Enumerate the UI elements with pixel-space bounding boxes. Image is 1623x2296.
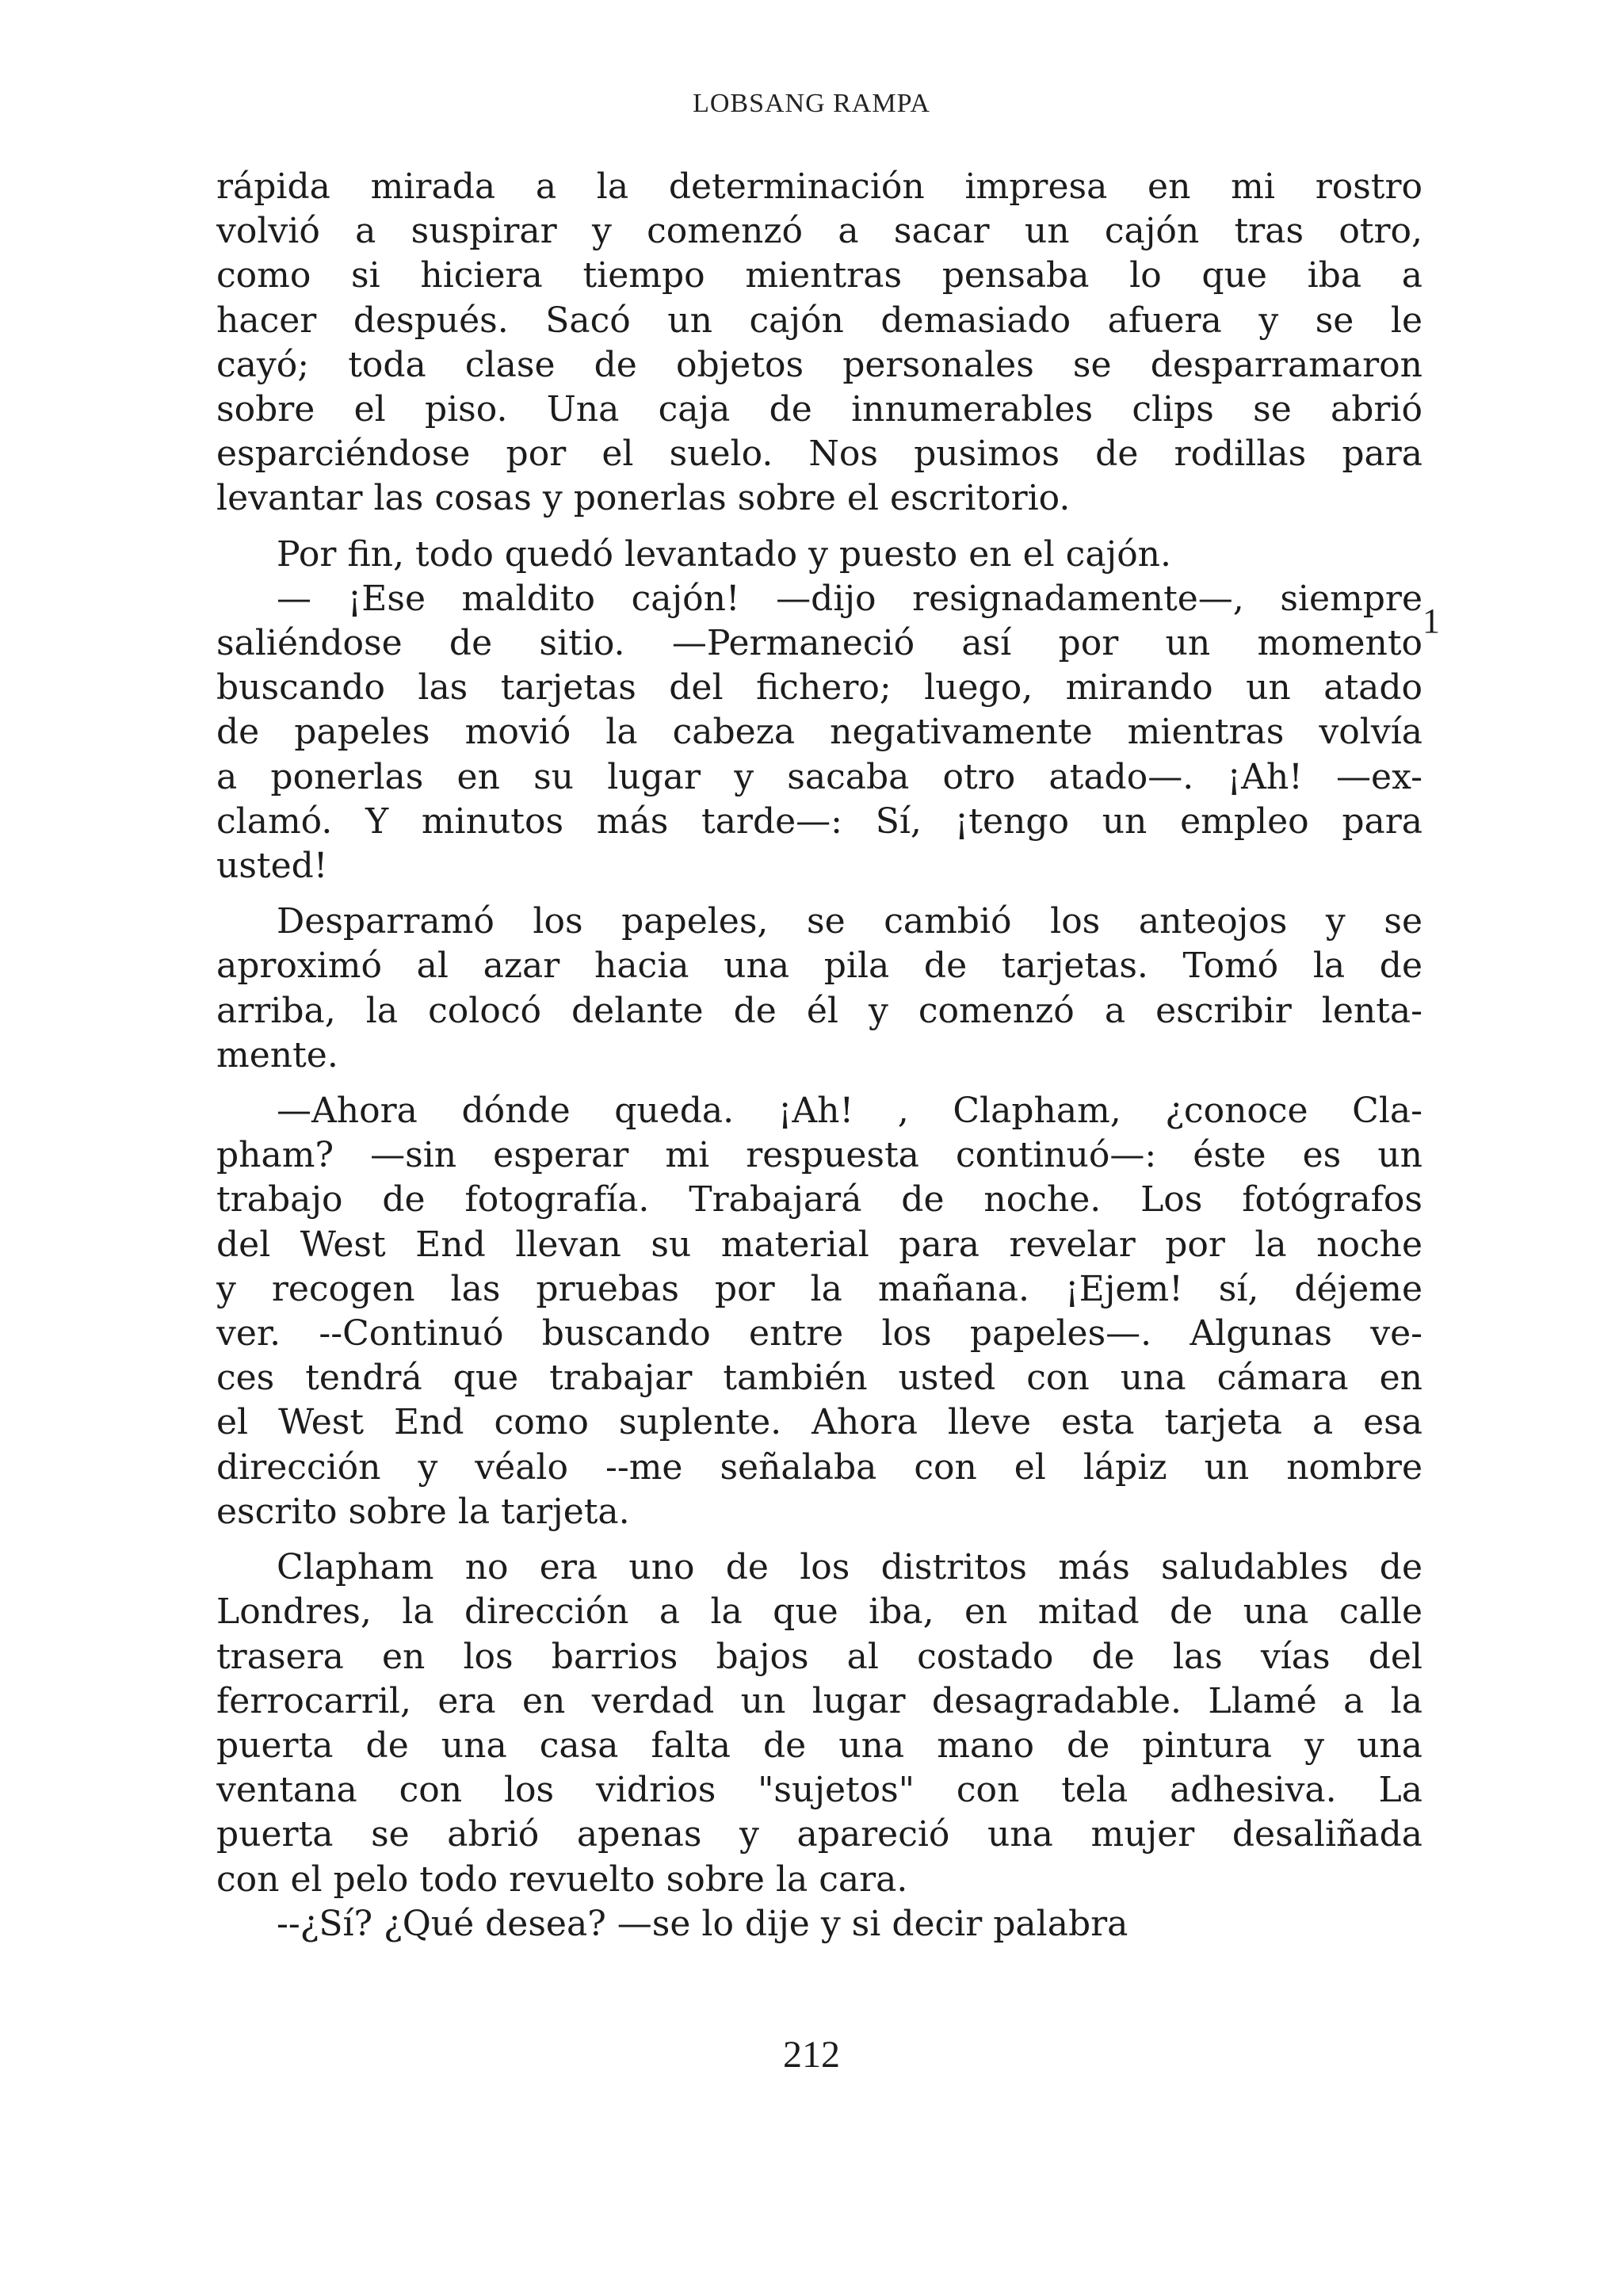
running-head: LOBSANG RAMPA	[693, 89, 930, 118]
text-line: trasera en los barrios bajos al costado de las vías del	[216, 1636, 1423, 1677]
text-line: Clapham no era uno de los distritos más saludables de	[277, 1547, 1423, 1588]
text-line: esparciéndose por el suelo. Nos pusimos de rodillas para	[216, 434, 1423, 475]
text-line: saliéndose de sitio. —Permaneció así por un momento	[216, 623, 1423, 664]
text-line: con el pelo todo revuelto sobre la cara.	[216, 1859, 908, 1900]
paragraph	[216, 1545, 1423, 1902]
paragraph	[216, 533, 1423, 577]
text-line: ver. --Continuó buscando entre los papeles—. Algunas ve-	[216, 1313, 1423, 1354]
text-line: pham? —sin esperar mi respuesta continuó—: éste es un	[216, 1135, 1423, 1176]
text-line: hacer después. Sacó un cajón demasiado afuera y se le	[216, 300, 1423, 341]
text-line: sobre el piso. Una caja de innumerables clips se abrió	[216, 389, 1423, 430]
text-line: —Ahora dónde queda. ¡Ah! , Clapham, ¿conoce Cla-	[277, 1091, 1423, 1132]
text-line: — ¡Ese maldito cajón! —dijo resignadamente—, siempre	[277, 578, 1423, 619]
text-line: trabajo de fotografía. Trabajará de noche. Los fotógrafos	[216, 1179, 1423, 1221]
text-line: arriba, la colocó delante de él y comenzó a escribir lenta-	[216, 990, 1423, 1031]
text-line: puerta se abrió apenas y apareció una mujer desaliñada	[216, 1814, 1423, 1855]
text-line: ces tendrá que trabajar también usted con una cámara en	[216, 1358, 1423, 1399]
text-line: como si hiciera tiempo mientras pensaba lo que iba a	[216, 255, 1423, 296]
text-line: mente.	[216, 1034, 338, 1075]
text-line: ferrocarril, era en verdad un lugar desagradable. Llamé a la	[216, 1680, 1423, 1721]
text-line: clamó. Y minutos más tarde—: Sí, ¡tengo un empleo para	[216, 800, 1423, 842]
text-line: escrito sobre la tarjeta.	[216, 1491, 630, 1532]
text-line: del West End llevan su material para revelar por la noche	[216, 1224, 1423, 1265]
margin-note: 1	[1423, 602, 1440, 640]
text-line: --¿Sí? ¿Qué desea? —se lo dije y si decir palabra	[277, 1903, 1128, 1944]
paragraph	[216, 165, 1423, 521]
text-line: el West End como suplente. Ahora lleve esta tarjeta a esa	[216, 1402, 1423, 1443]
text-line: cayó; toda clase de objetos personales se desparramaron	[216, 344, 1423, 385]
text-line: rápida mirada a la determinación impresa en mi rostro	[216, 166, 1423, 207]
paragraph	[216, 1089, 1423, 1534]
text-line: Por fin, todo quedó levantado y puesto en el cajón.	[277, 533, 1172, 575]
paragraph	[216, 1902, 1423, 1946]
text-line: Londres, la dirección a la que iba, en mitad de una calle	[216, 1591, 1423, 1633]
text-line: a ponerlas en su lugar y sacaba otro atado—. ¡Ah! —ex-	[216, 756, 1423, 797]
text-line: aproximó al azar hacia una pila de tarjetas. Tomó la de	[216, 946, 1423, 987]
text-line: dirección y véalo --me señalaba con el lápiz un nombre	[216, 1446, 1423, 1488]
paragraph	[216, 900, 1423, 1078]
body-text	[216, 165, 1423, 1946]
paragraph	[216, 577, 1423, 888]
text-line: buscando las tarjetas del fichero; luego, mirando un atado	[216, 667, 1423, 709]
text-line: levantar las cosas y ponerlas sobre el escritorio.	[216, 478, 1071, 519]
text-line: de papeles movió la cabeza negativamente mientras volvía	[216, 712, 1423, 753]
text-line: volvió a suspirar y comenzó a sacar un cajón tras otro,	[216, 211, 1423, 252]
text-line: puerta de una casa falta de una mano de pintura y una	[216, 1725, 1423, 1766]
page-number: 212	[783, 2034, 840, 2076]
text-line: y recogen las pruebas por la mañana. ¡Ejem! sí, déjeme	[216, 1268, 1423, 1309]
text-line: usted!	[216, 846, 328, 887]
text-line: Desparramó los papeles, se cambió los anteojos y se	[277, 901, 1423, 942]
text-line: ventana con los vidrios "sujetos" con tela adhesiva. La	[216, 1770, 1423, 1811]
